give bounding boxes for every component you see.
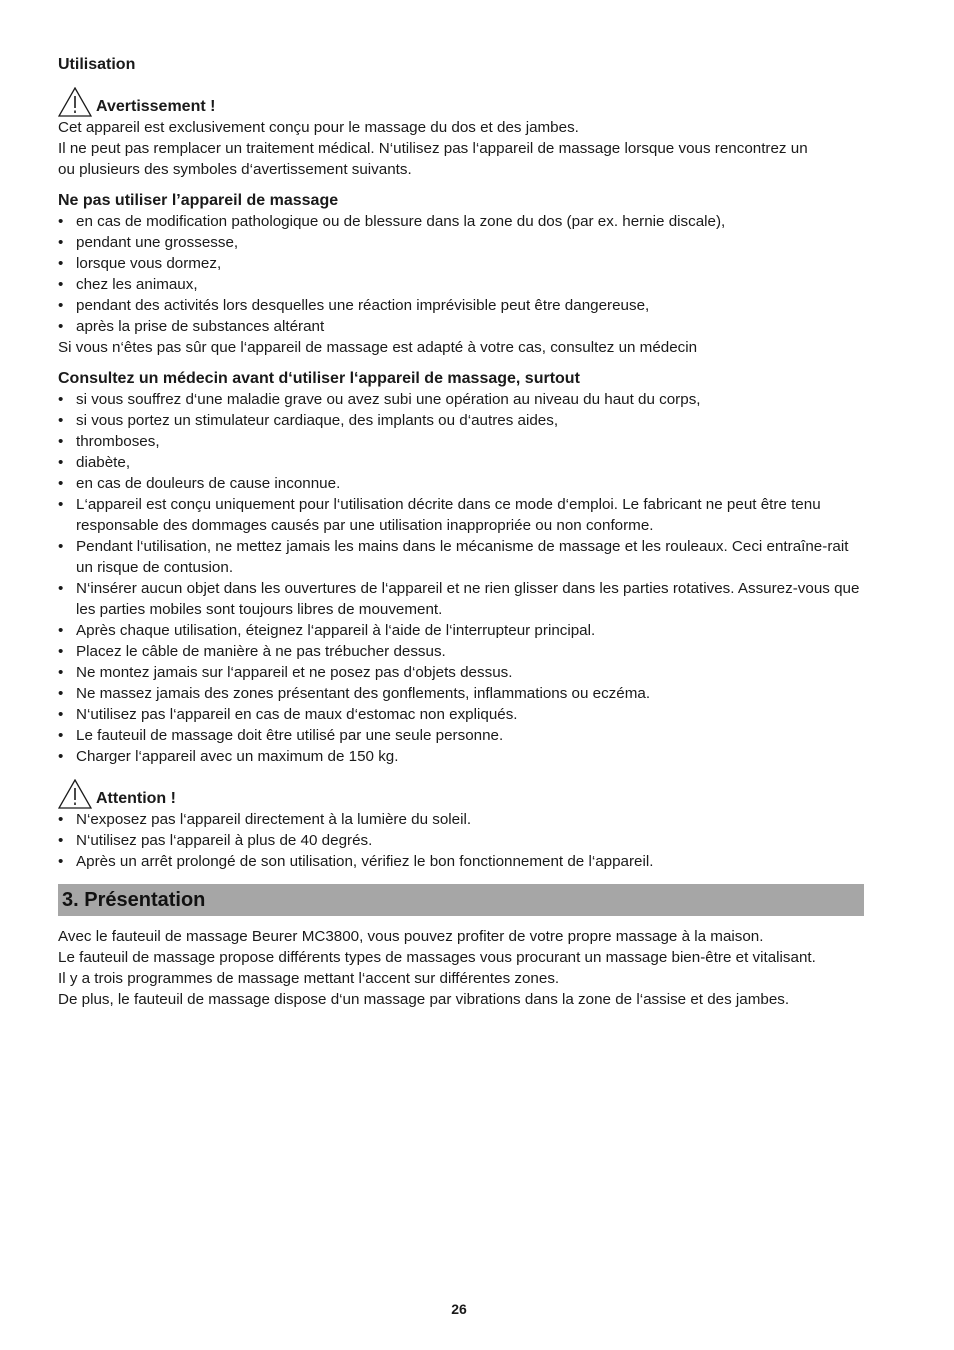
list-item: • L‘appareil est conçu uniquement pour l‘utilisation décrite dans ce mode d‘emploi. Le fabricant ne peut être tenu responsable des dommages causés par une utilisation inappropriée ou non conforme. (58, 494, 864, 536)
list-item: • chez les animaux, (58, 274, 864, 295)
list-item: • diabète, (58, 452, 864, 473)
list-item: • pendant des activités lors desquelles une réaction imprévisible peut être dangereuse, (58, 295, 864, 316)
list-item: • N‘exposez pas l‘appareil directement à la lumière du soleil. (58, 809, 864, 830)
list-item: • Ne massez jamais des zones présentant des gonflements, inflammations ou eczéma. (58, 683, 864, 704)
consult-heading: Consultez un médecin avant d‘utiliser l‘appareil de massage, surtout (58, 370, 580, 387)
list-item: • pendant une grossesse, (58, 232, 864, 253)
attention-heading-row (58, 779, 864, 809)
warning-line: Cet appareil est exclusivement conçu pour le massage du dos et des jambes. (58, 119, 579, 136)
warning-line: Il ne peut pas remplacer un traitement médical. N‘utilisez pas l‘appareil de massage lorsque vous rencontrez un (58, 140, 808, 157)
list-item: • Le fauteuil de massage doit être utilisé par une seule personne. (58, 725, 864, 746)
list-item: • thromboses, (58, 431, 864, 452)
list-item: • après la prise de substances altérant (58, 316, 864, 337)
consult-list (58, 389, 864, 767)
list-item: • Après un arrêt prolongé de son utilisation, vérifiez le bon fonctionnement de l‘appareil. (58, 851, 864, 872)
list-item: • en cas de douleurs de cause inconnue. (58, 473, 864, 494)
section-title: 3. Présentation (62, 888, 206, 911)
section-header-presentation (58, 884, 864, 916)
page-number: 26 (451, 1301, 467, 1317)
no-use-footer: Si vous n‘êtes pas sûr que l‘appareil de massage est adapté à votre cas, consultez un médecin (58, 339, 698, 356)
list-item: • N‘utilisez pas l‘appareil en cas de maux d‘estomac non expliqués. (58, 704, 864, 725)
warning-heading-row (58, 87, 864, 117)
list-item: • Après chaque utilisation, éteignez l‘appareil à l‘aide de l‘interrupteur principal. (58, 620, 864, 641)
list-item: • en cas de modification pathologique ou de blessure dans la zone du dos (par ex. hernie discale), (58, 211, 864, 232)
utilisation-heading: Utilisation (58, 56, 136, 73)
no-use-list (58, 211, 864, 337)
list-item: • Ne montez jamais sur l‘appareil et ne posez pas d‘objets dessus. (58, 662, 864, 683)
warning-title: Avertissement ! (96, 98, 216, 115)
attention-title: Attention ! (96, 790, 176, 807)
list-item: • Placez le câble de manière à ne pas trébucher dessus. (58, 641, 864, 662)
list-item: • Pendant l‘utilisation, ne mettez jamais les mains dans le mécanisme de massage et les rouleaux. Ceci entraîne-rait un risque de contusion. (58, 536, 864, 578)
manual-page (58, 54, 864, 1010)
list-item: • lorsque vous dormez, (58, 253, 864, 274)
warning-triangle-icon (58, 87, 92, 117)
presentation-line: Il y a trois programmes de massage mettant l‘accent sur différentes zones. (58, 970, 560, 987)
list-item: • si vous portez un stimulateur cardiaque, des implants ou d‘autres aides, (58, 410, 864, 431)
warning-triangle-icon (58, 779, 92, 809)
list-item: • si vous souffrez d‘une maladie grave ou avez subi une opération au niveau du haut du corps, (58, 389, 864, 410)
warning-line: ou plusieurs des symboles d‘avertissement suivants. (58, 161, 412, 178)
presentation-line: De plus, le fauteuil de massage dispose d‘un massage par vibrations dans la zone de l‘assise et des jambes. (58, 991, 790, 1008)
list-item: • N‘utilisez pas l‘appareil à plus de 40 degrés. (58, 830, 864, 851)
list-item: • N‘insérer aucun objet dans les ouvertures de l‘appareil et ne rien glisser dans les parties rotatives. Assurez-vous que les parties mobiles sont toujours libres de mouvement. (58, 578, 864, 620)
list-item: • Charger l‘appareil avec un maximum de 150 kg. (58, 746, 864, 767)
no-use-heading: Ne pas utiliser l’appareil de massage (58, 192, 339, 209)
presentation-line: Le fauteuil de massage propose différents types de massages vous procurant un massage bien-être et vitalisant. (58, 949, 816, 966)
attention-list (58, 809, 864, 872)
presentation-line: Avec le fauteuil de massage Beurer MC3800, vous pouvez profiter de votre propre massage à la maison. (58, 928, 764, 945)
